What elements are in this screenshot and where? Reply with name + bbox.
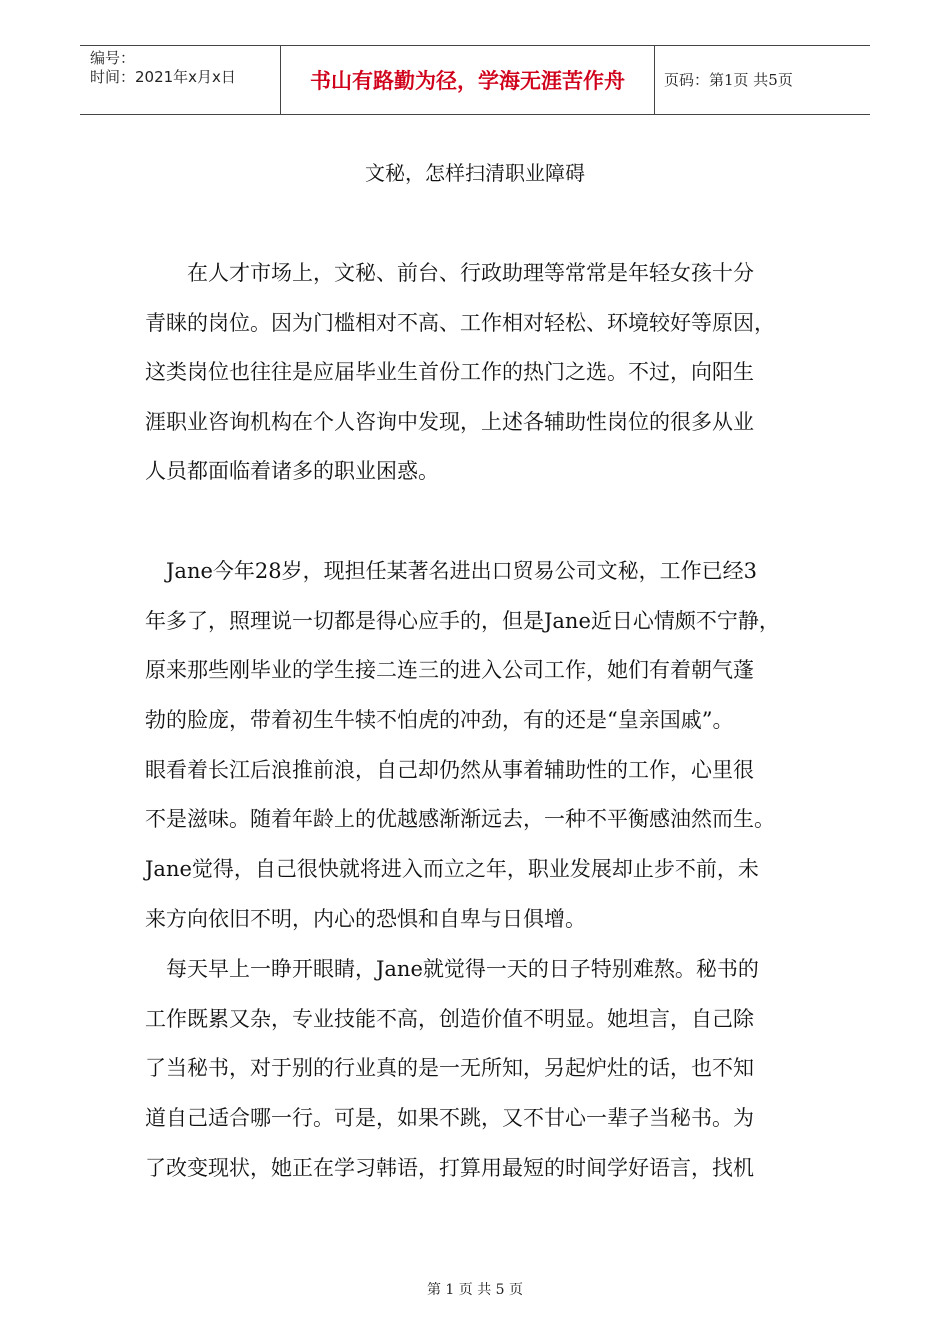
header-meta-cell — [80, 46, 281, 114]
page-header — [80, 45, 870, 115]
body-line: 了改变现状，她正在学习韩语，打算用最短的时间学好语言，找机 — [145, 1156, 754, 1180]
body-line: 年多了，照理说一切都是得心应手的，但是Jane近日心情颇不宁静， — [145, 609, 780, 633]
body-line: 勃的脸庞，带着初生牛犊不怕虎的冲劲，有的还是“皇亲国戚”。 — [145, 708, 734, 732]
document-time-label: 时间：2021年x月x日 — [90, 68, 236, 86]
header-page-number: 页码：第1页 共5页 — [664, 71, 793, 89]
body-line: Jane今年28岁，现担任某著名进出口贸易公司文秘，工作已经3 — [145, 559, 757, 583]
body-line: 了当秘书，对于别的行业真的是一无所知，另起炉灶的话，也不知 — [145, 1056, 754, 1080]
body-line: 每天早上一睁开眼睛，Jane就觉得一天的日子特别难熬。秘书的 — [145, 957, 759, 981]
body-line: 工作既累又杂，专业技能不高，创造价值不明显。她坦言，自己除 — [145, 1007, 754, 1031]
body-line: 涯职业咨询机构在个人咨询中发现，上述各辅助性岗位的很多从业 — [145, 410, 754, 434]
body-line: 眼看着长江后浪推前浪，自己却仍然从事着辅助性的工作，心里很 — [145, 758, 754, 782]
header-motto-cell — [281, 46, 655, 114]
body-line: 不是滋味。随着年龄上的优越感渐渐远去，一种不平衡感油然而生。 — [145, 807, 775, 831]
body-line: 这类岗位也往往是应届毕业生首份工作的热门之选。不过，向阳生 — [145, 360, 754, 384]
header-motto: 书山有路勤为径，学海无涯苦作舟 — [310, 68, 625, 93]
document-number-label: 编号： — [90, 49, 136, 67]
body-line: 道自己适合哪一行。可是，如果不跳，又不甘心一辈子当秘书。为 — [145, 1106, 754, 1130]
header-page-cell — [655, 46, 870, 114]
page-footer: 第 1 页 共 5 页 — [426, 1282, 524, 1298]
body-line: 来方向依旧不明，内心的恐惧和自卑与日俱增。 — [145, 907, 586, 931]
document-title: 文秘，怎样扫清职业障碍 — [365, 161, 585, 185]
body-line: 在人才市场上，文秘、前台、行政助理等常常是年轻女孩十分 — [145, 261, 754, 285]
body-line: Jane觉得，自己很快就将进入而立之年，职业发展却止步不前，未 — [145, 857, 759, 881]
body-line: 原来那些刚毕业的学生接二连三的进入公司工作，她们有着朝气蓬 — [145, 658, 754, 682]
body-line: 青睐的岗位。因为门槛相对不高、工作相对轻松、环境较好等原因， — [145, 311, 775, 335]
body-line: 人员都面临着诸多的职业困惑。 — [145, 459, 439, 483]
